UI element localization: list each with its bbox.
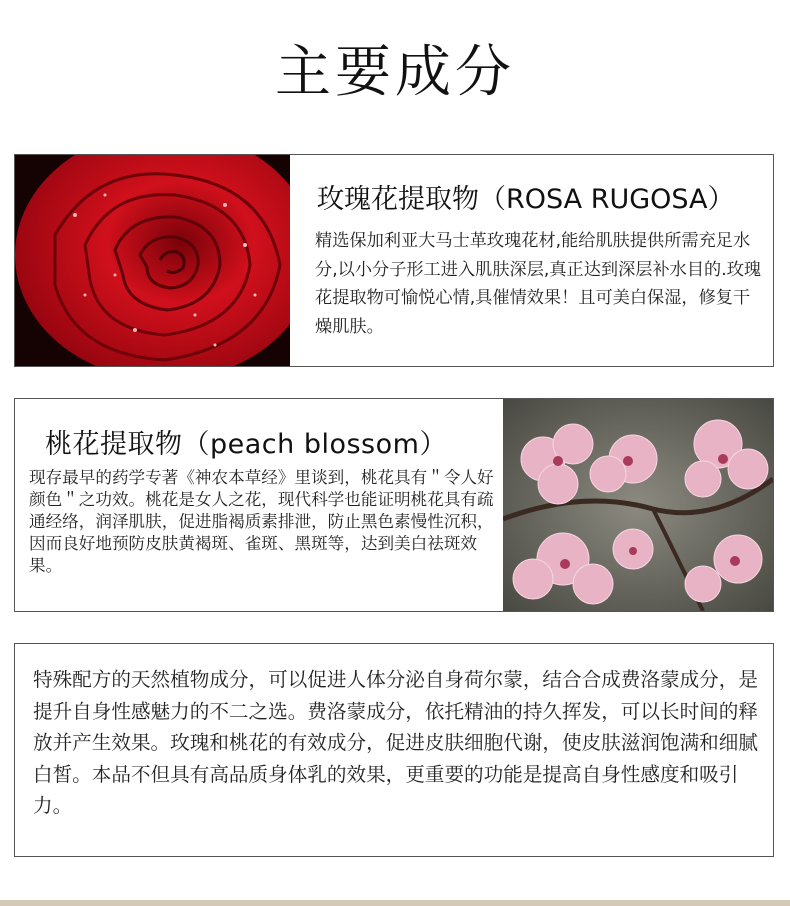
peach-description: 现存最早的药学专著《神农本草经》里谈到，桃花具有＂令人好颜色＂之功效。桃花是女人之花，现代科学也能证明桃花具有疏通经络，润泽肌肤，促进脂褐质素排泄，防止黑色素慢性沉积，因而良好地预防皮肤黄褐斑、雀斑、黑斑等，达到美白祛斑效果。 — [29, 468, 494, 575]
bottom-divider — [0, 900, 790, 906]
summary-card — [14, 643, 774, 857]
peach-title: 桃花提取物（peach blossom） — [45, 429, 447, 460]
rose-title: 玫瑰花提取物（ROSA RUGOSA） — [317, 184, 735, 215]
summary-text: 特殊配方的天然植物成分，可以促进人体分泌自身荷尔蒙，结合合成费洛蒙成分，是提升自身性感魅力的不二之选。费洛蒙成分，依托精油的持久挥发，可以长时间的释放并产生效果。玫瑰和桃花的有效成分，促进皮肤细胞代谢，使皮肤滋润饱满和细腻白皙。本品不但具有高品质身体乳的效果，更重要的功能是提高自身性感度和吸引力。 — [33, 668, 758, 817]
rose-description: 精选保加利亚大马士革玫瑰花材,能给肌肤提供所需充足水分,以小分子形工进入肌肤深层,真正达到深层补水目的.玫瑰花提取物可愉悦心情,具催情效果！且可美白保湿，修复干燥肌肤。 — [315, 231, 762, 338]
rose-image — [15, 155, 290, 366]
page-title: 主要成分 — [275, 40, 515, 105]
peach-blossom-ingredient-card — [14, 398, 774, 612]
peach-blossom-image — [503, 399, 773, 611]
rose-ingredient-card — [14, 154, 774, 367]
